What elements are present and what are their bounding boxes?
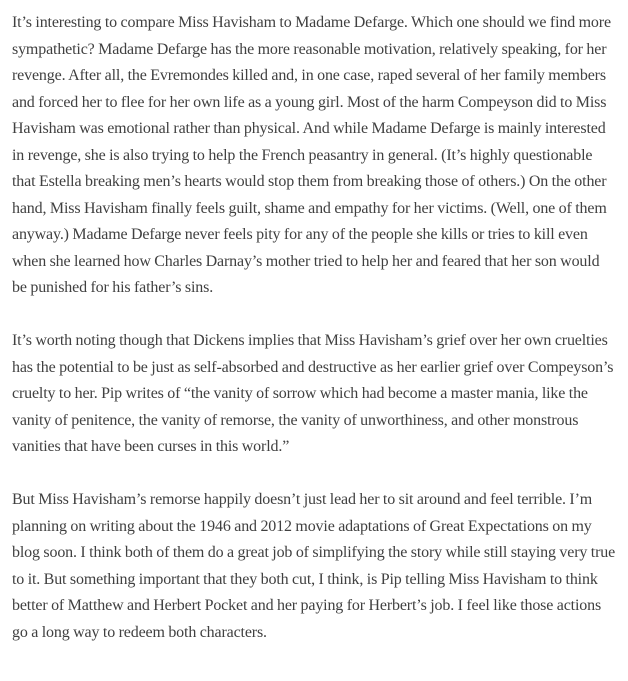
comment-paragraph-2: It’s worth noting though that Dickens implies that Miss Havisham’s grief over her own cruelties has the potential to be just as self-absorbed and destructive as her earlier grief over Compeyson’s cruelty to her. Pip writes of “the vanity of sorrow which had become a master mania, like the vanity of penitence, the vanity of remorse, the vanity of unworthiness, and other monstrous vanities that have been curses in this world.” [12, 332, 614, 455]
comment-paragraph-3: But Miss Havisham’s remorse happily doesn’t just lead her to sit around and feel terrible. I’m planning on writing about the 1946 and 2012 movie adaptations of Great Expectations on my blog soon. I think both of them do a great job of simplifying the story while still staying very true to it. But something important that they both cut, I think, is Pip telling Miss Havisham to think better of Matthew and Herbert Pocket and her paying for Herbert’s job. I feel like those actions go a long way to redeem both characters. [12, 491, 616, 641]
comment-paragraph-1: It’s interesting to compare Miss Havisham to Madame Defarge. Which one should we find more sympathetic? Madame Defarge has the more reasonable motivation, relatively speaking, for her revenge. After all, the Evremondes killed and, in one case, raped several of her family members and forced her to flee for her own life as a young girl. Most of the harm Compeyson did to Miss Havisham was emotional rather than physical. And while Madame Defarge is mainly interested in revenge, she is also trying to help the French peasantry in general. (It’s highly questionable that Estella breaking men’s hearts would stop them from breaking those of others.) On the other hand, Miss Havisham finally feels guilt, shame and empathy for her victims. (Well, one of them anyway.) Madame Defarge never feels pity for any of the people she kills or tries to kill even when she learned how Charles Darnay’s mother tried to help her and feared that her son would be punished for his father’s sins. [12, 14, 611, 296]
